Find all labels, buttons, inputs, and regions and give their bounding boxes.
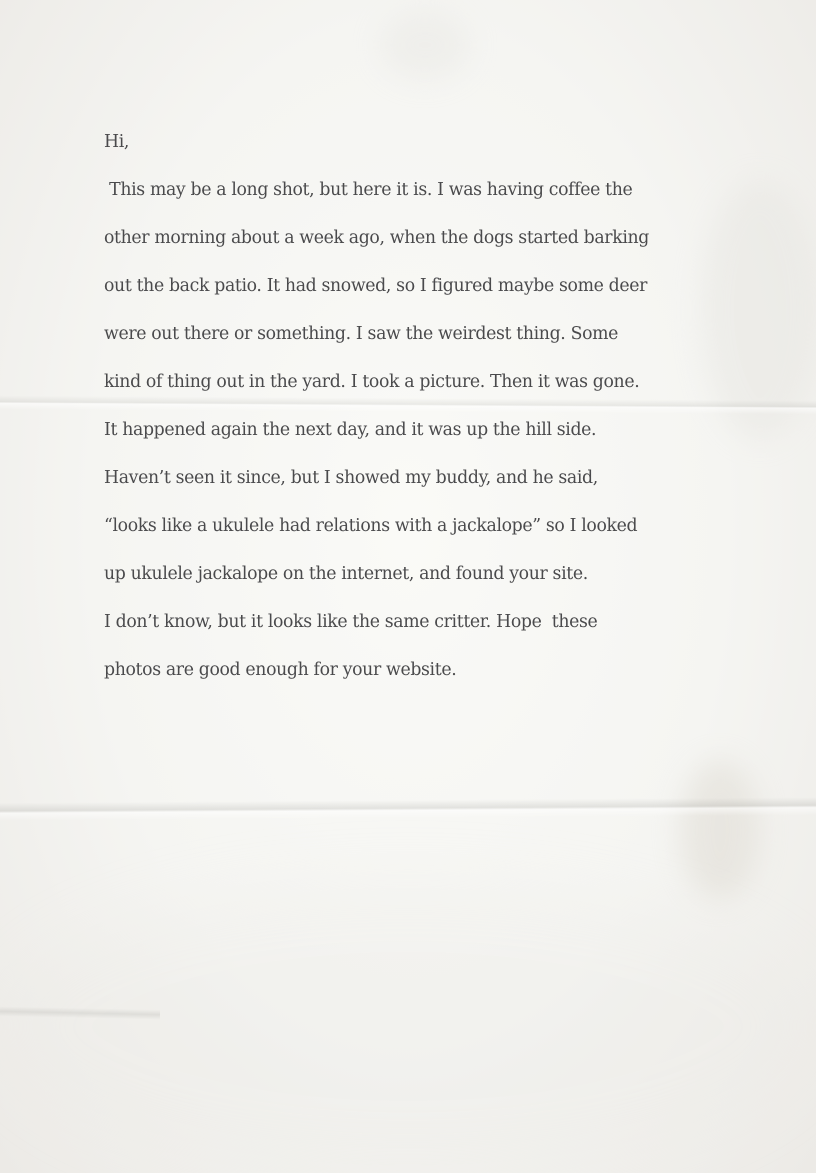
paper-shading bbox=[0, 880, 816, 1173]
fold-crease-partial bbox=[0, 1006, 160, 1019]
letter-line: “looks like a ukulele had relations with a jackalope” so I looked bbox=[104, 516, 638, 536]
letter-greeting: Hi, bbox=[104, 132, 130, 152]
letter-line: This may be a long shot, but here it is. I was having coffee the bbox=[104, 180, 633, 200]
letter-line: out the back patio. It had snowed, so I figured maybe some deer bbox=[104, 276, 648, 296]
letter-line: Haven’t seen it since, but I showed my buddy, and he said, bbox=[104, 468, 598, 488]
paper-smudge bbox=[380, 10, 470, 80]
paper-stain bbox=[680, 760, 760, 900]
letter-line: I don’t know, but it looks like the same critter. Hope these bbox=[104, 612, 598, 632]
letter-line: other morning about a week ago, when the dogs started barking bbox=[104, 228, 649, 248]
letter-line: were out there or something. I saw the weirdest thing. Some bbox=[104, 324, 619, 344]
letter-line: photos are good enough for your website. bbox=[104, 660, 457, 680]
letter-line: kind of thing out in the yard. I took a picture. Then it was gone. bbox=[104, 372, 640, 392]
letter-line: up ukulele jackalope on the internet, and found your site. bbox=[104, 564, 588, 584]
letter-line: It happened again the next day, and it was up the hill side. bbox=[104, 420, 597, 440]
letter-body bbox=[104, 128, 744, 684]
fold-crease-lower bbox=[0, 797, 816, 821]
